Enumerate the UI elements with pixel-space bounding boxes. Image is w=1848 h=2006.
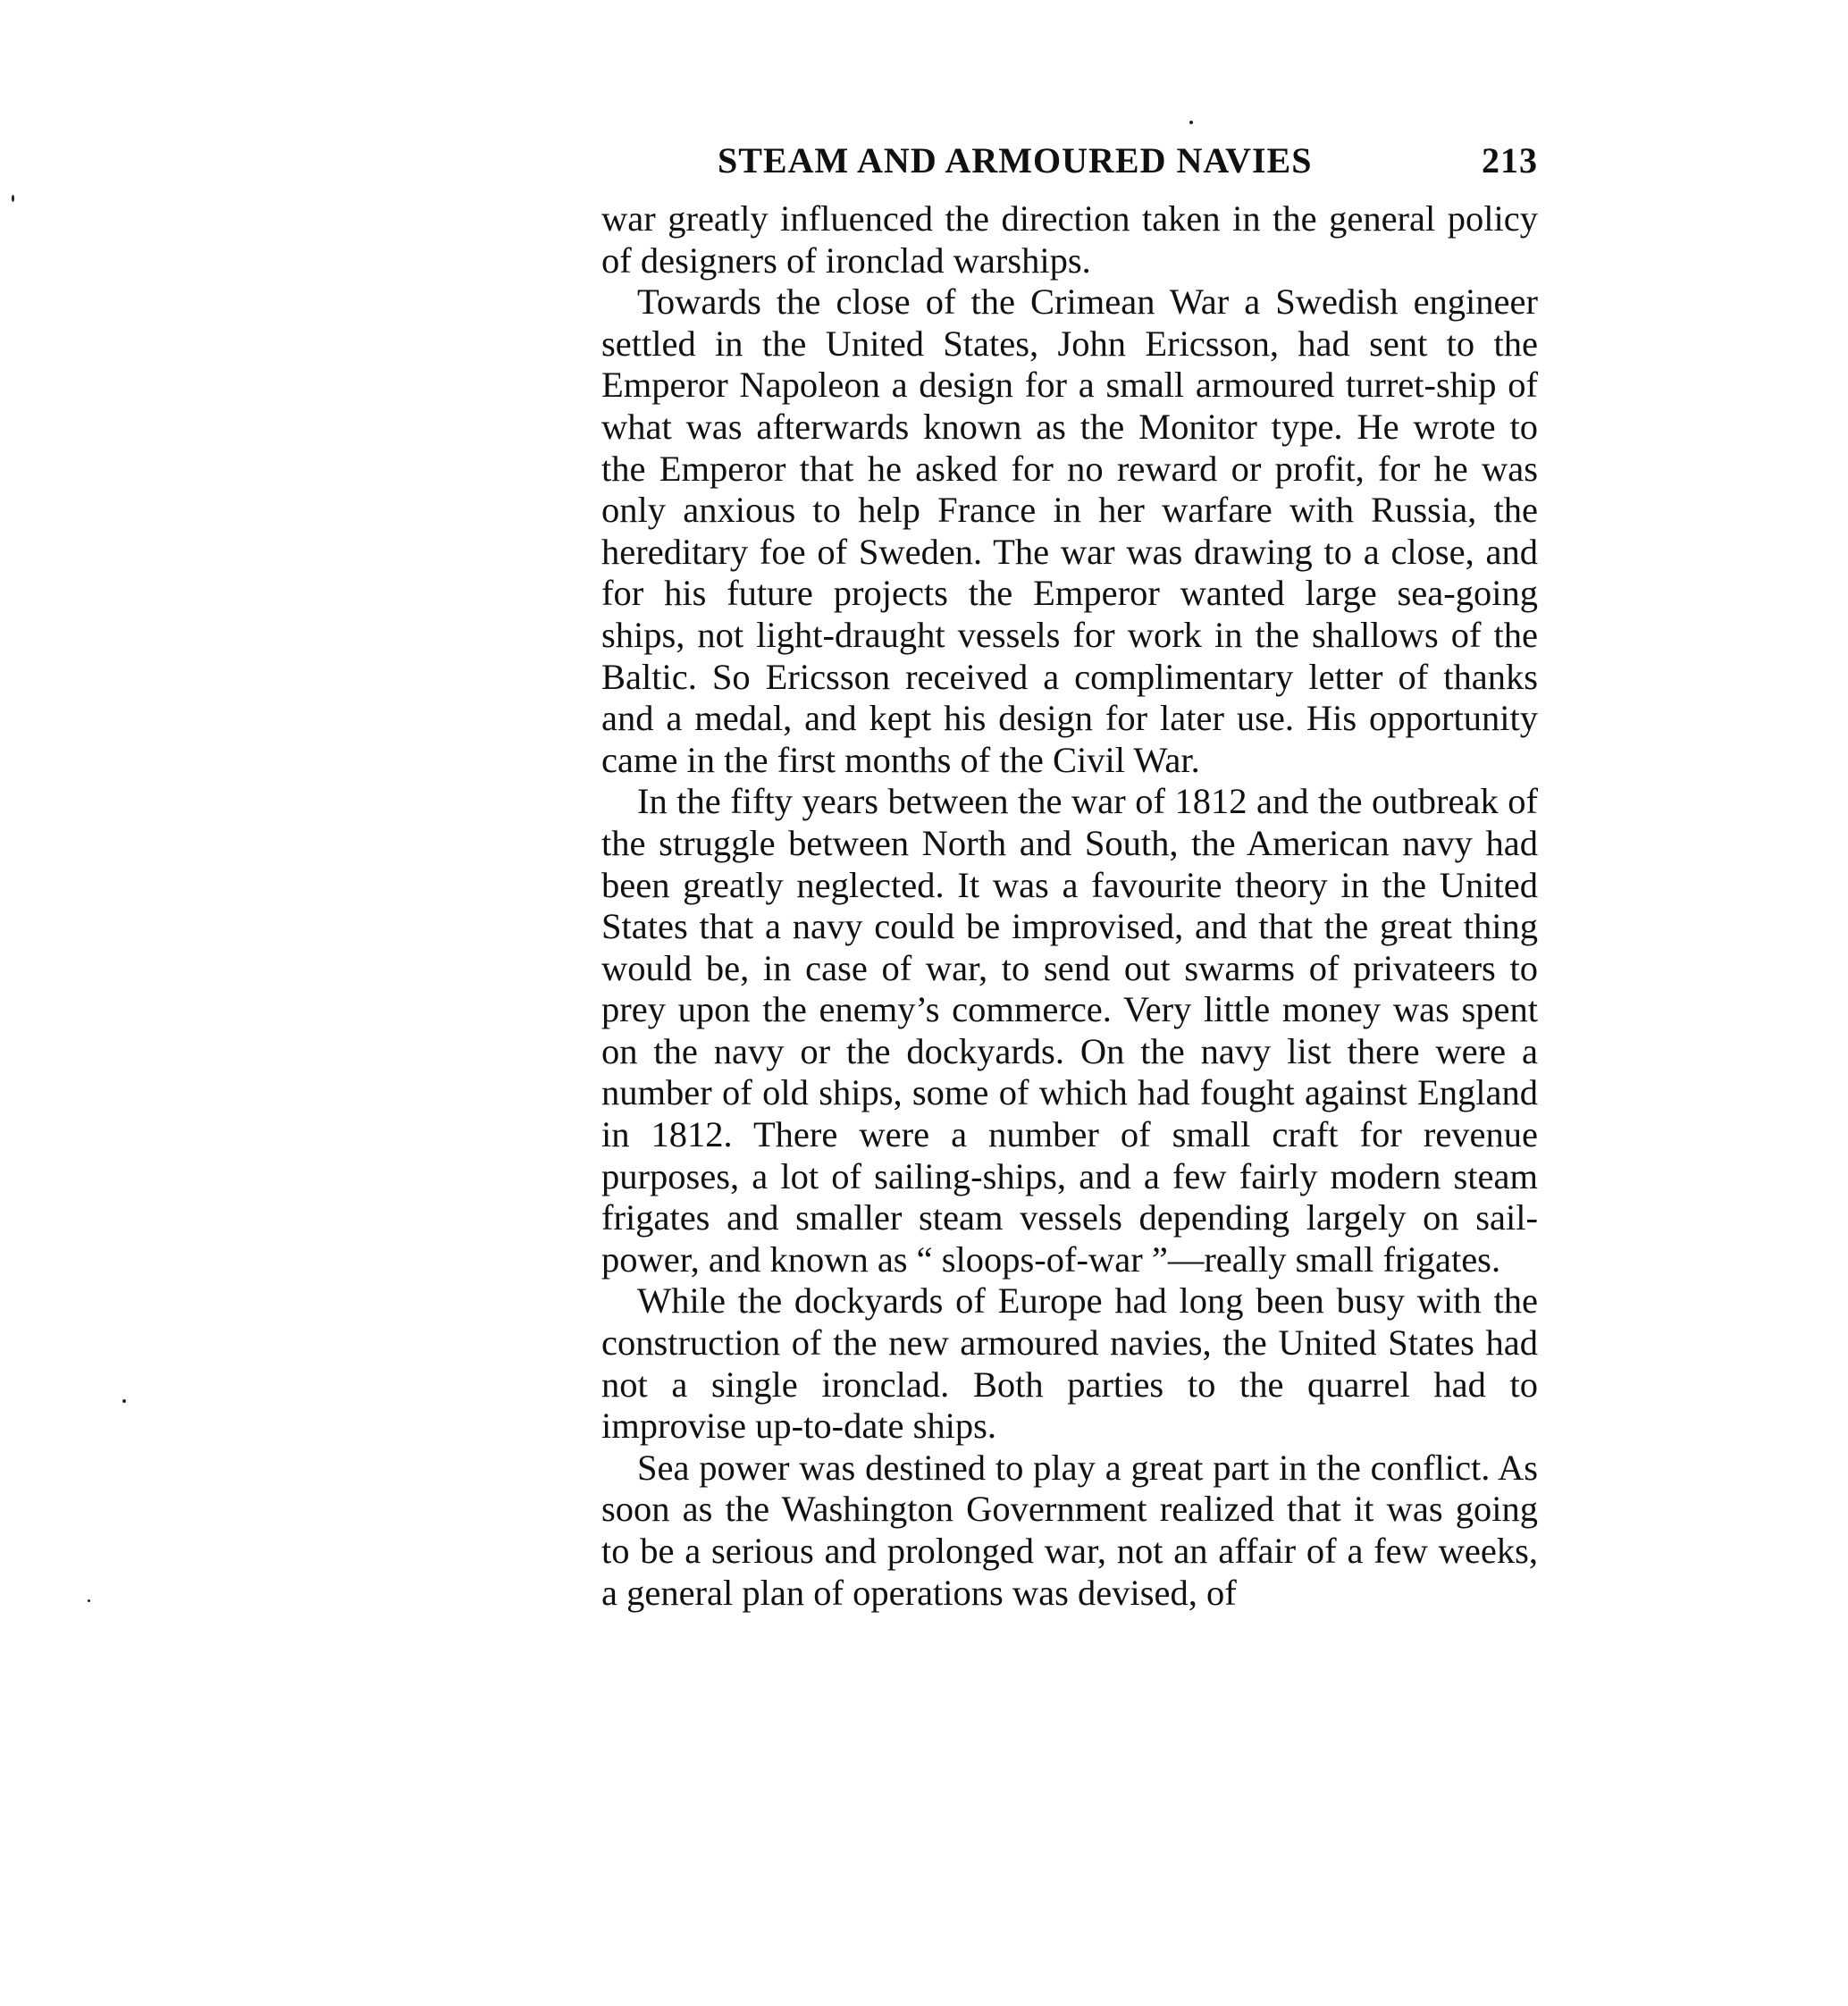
running-head — [718, 132, 1538, 186]
chapter-title: STEAM AND ARMOURED NAVIES — [718, 140, 1313, 180]
scan-speck — [12, 195, 14, 202]
paragraph-american-navy: In the fifty years between the war of 1812 and the outbreak of the struggle between North and South, the American navy had been greatly neglected. It was a favourite theory in the United States that a navy could be improvised, and that the great thing would be, in case of war, to send out swarms of privateers to prey upon the enemy’s commerce. Very little money was spent on the navy or the dockyards. On the navy list there were a number of old ships, some of which had fought against England in 1812. There were a number of small craft for revenue purposes, a lot of sailing-ships, and a few fairly modern steam frigates and smaller steam vessels depending largely on sail-power, and known as “ sloops-of-war ”—really small frigates. — [601, 781, 1538, 1280]
paragraph-sea-power: Sea power was destined to play a great part in the conflict. As soon as the Washington Government realized that it was going to be a serious and prolonged war, not an affair of a few weeks, a general plan of operations was devised, of — [601, 1447, 1538, 1613]
scan-speck — [88, 1599, 90, 1602]
paragraph-continuation: war greatly influenced the direction taken in the general policy of designers of ironclad warships. — [601, 198, 1538, 281]
scan-speck — [1189, 121, 1193, 124]
page-number: 213 — [1482, 140, 1538, 180]
scan-speck — [122, 1399, 126, 1403]
body-text — [601, 198, 1538, 1614]
paragraph-dockyards: While the dockyards of Europe had long been busy with the construction of the new armoured navies, the United States had not a single ironclad. Both parties to the quarrel had to improvise up-to-date ships. — [601, 1280, 1538, 1447]
paragraph-ericsson: Towards the close of the Crimean War a Swedish engineer settled in the United States, John Ericsson, had sent to the Emperor Napoleon a design for a small armoured turret-ship of what was afterwards known as the Monitor type. He wrote to the Emperor that he asked for no reward or profit, for he was only anxious to help France in her warfare with Russia, the hereditary foe of Sweden. The war was drawing to a close, and for his future projects the Emperor wanted large sea-going ships, not light-draught vessels for work in the shallows of the Baltic. So Ericsson received a complimentary letter of thanks and a medal, and kept his design for later use. His opportunity came in the first months of the Civil War. — [601, 281, 1538, 780]
